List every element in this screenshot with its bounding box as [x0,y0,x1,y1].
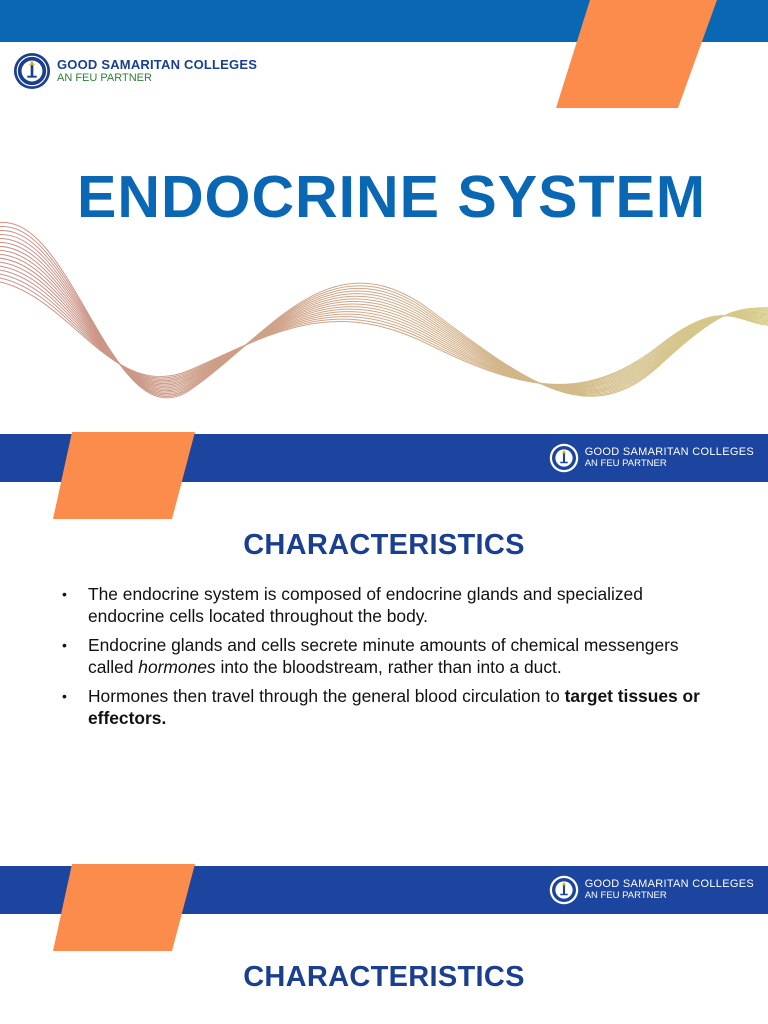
section-heading: CHARACTERISTICS [243,529,525,561]
bullet-dot-icon: • [62,586,67,602]
college-tagline: AN FEU PARTNER [584,890,667,902]
bullet-text: Hormones then travel through the general blood circulation to [88,686,565,706]
list-item [62,584,722,627]
wave-line [0,222,768,397]
characteristics-slide [0,432,768,864]
college-tagline: AN FEU PARTNER [57,72,152,84]
college-name: GOOD SAMARITAN COLLEGES [584,446,754,459]
college-tagline: AN FEU PARTNER [584,458,667,470]
college-logo [13,52,257,90]
bullet-text-tail: into the bloodstream, rather than into a duct. [215,656,562,677]
characteristics-list [62,584,722,737]
emphasis-hormones: hormones [138,656,216,677]
college-seal-icon [13,52,51,90]
emphasis-target-tissues: target tissues or effectors. [88,686,700,728]
bullet-dot-icon: • [62,688,67,704]
bullet-text: The endocrine system is composed of endocrine glands and specialized endocrine cells located throughout the body. [88,584,643,626]
title-slide [0,0,768,432]
section-heading: CHARACTERISTICS [243,961,525,993]
college-logo [549,443,754,473]
list-item [62,686,722,729]
bullet-dot-icon: • [62,637,67,653]
college-name: GOOD SAMARITAN COLLEGES [57,57,258,72]
college-name: GOOD SAMARITAN COLLEGES [584,878,754,891]
college-logo [549,875,754,905]
list-item [62,635,722,678]
bullet-text: Endocrine glands and cells secrete minute amounts of chemical messengers called [88,635,679,677]
decorative-wave-lines [0,215,768,432]
college-seal-icon [549,443,579,473]
slide-title: ENDOCRINE SYSTEM [76,164,707,230]
characteristics-slide-continued [0,864,768,1024]
college-seal-icon [549,875,579,905]
wave-line [0,238,768,392]
